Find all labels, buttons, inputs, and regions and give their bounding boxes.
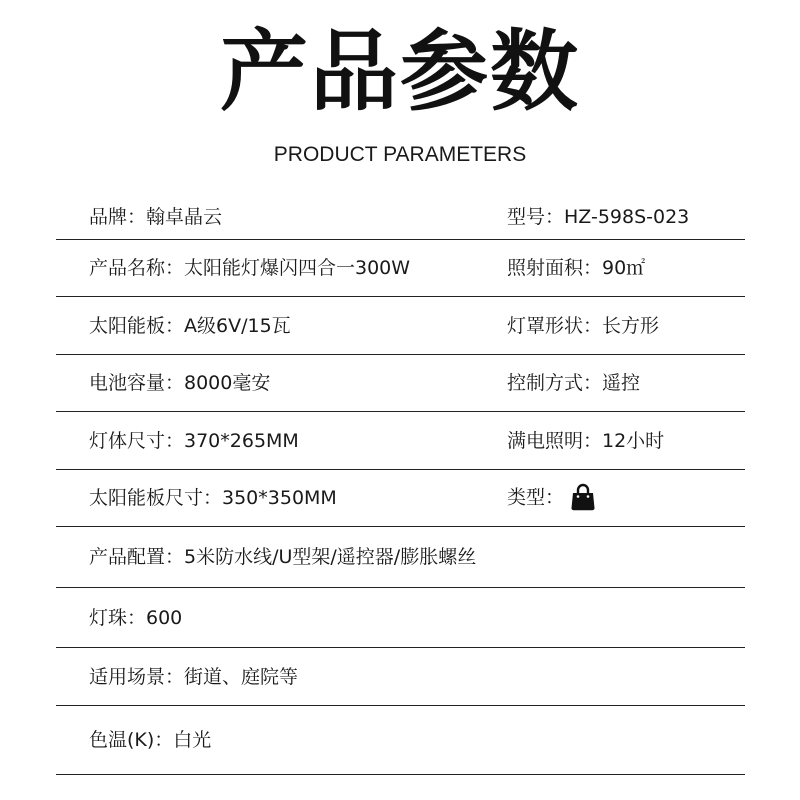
page-title: 产品参数 [219, 20, 580, 123]
param-type-label: 类型： [507, 486, 565, 509]
param-row-color-temp [56, 706, 745, 775]
param-led-beads: 灯珠：600 [89, 606, 183, 629]
param-control-method: 控制方式：遥控 [507, 372, 641, 394]
param-row-body-size [56, 412, 745, 470]
parameter-table [56, 194, 745, 775]
param-row-led-beads [56, 588, 745, 648]
param-type [507, 483, 598, 513]
param-scenarios: 适用场景：街道、庭院等 [89, 665, 299, 688]
param-shade-shape: 灯罩形状：长方形 [507, 314, 660, 337]
param-row-product-name [56, 240, 745, 297]
param-product-name: 产品名称：太阳能灯爆闪四合一300W [89, 257, 411, 279]
param-row-brand [56, 194, 745, 240]
param-row-battery [56, 355, 745, 412]
shopping-bag-icon [568, 482, 598, 512]
param-illumination-area: 照射面积：90㎡ [507, 257, 646, 279]
param-full-charge-lighting: 满电照明：12小时 [507, 429, 665, 452]
param-row-solar-panel [56, 297, 745, 355]
param-model: 型号：HZ-598S-023 [507, 205, 690, 228]
param-panel-size: 太阳能板尺寸：350*350MM [89, 487, 337, 509]
param-row-panel-size [56, 470, 745, 527]
page-subtitle: PRODUCT PARAMETERS [273, 143, 527, 166]
param-color-temperature: 色温(K)：白光 [89, 729, 212, 751]
param-solar-panel: 太阳能板：A级6V/15瓦 [89, 314, 291, 337]
param-row-configuration [56, 527, 745, 588]
param-body-size: 灯体尺寸：370*265MM [89, 429, 299, 452]
param-row-scenarios [56, 648, 745, 706]
param-brand: 品牌：翰卓晶云 [89, 205, 223, 228]
param-battery-capacity: 电池容量：8000毫安 [89, 372, 271, 394]
param-configuration: 产品配置：5米防水线/U型架/遥控器/膨胀螺丝 [89, 546, 477, 568]
